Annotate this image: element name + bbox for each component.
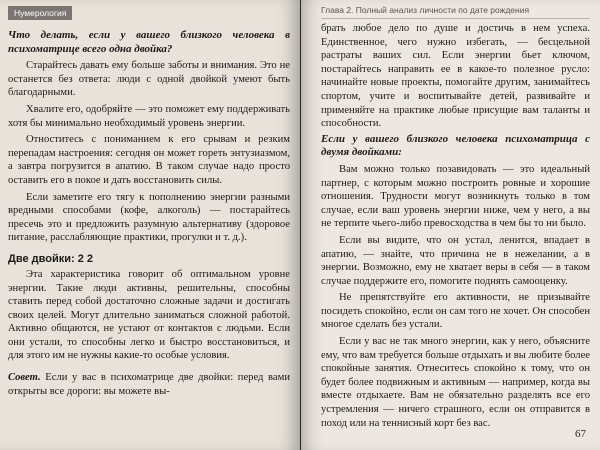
paragraph: Если у вас не так много энергии, как у него, объясните ему, что вам требуется больше отдыхать и вы любите более спокойные занятия. Отнеситесь спокойно к тому, что он будет более подвижным и активным — например, когда вы вместе отдыхаете. Вам не обязательно разделять все его устремления — ничего страшного, если он отправится в поход или на теннисный корт без вас.: [321, 336, 590, 429]
question-heading-one-two: Что делать, если у вашего близкого человека в психоматрице всего одна двойка?: [8, 29, 290, 55]
paragraph: брать любое дело по душе и достичь в нем успеха. Единственное, чего нужно избегать, — бесцельной растраты ваших сил. Если энергии бьет ключом, постарайтесь направить ее в какое-то полезное русло: начинайте новые проекты, помогайте другим, занимайтесь спортом, учите и воспитывайте детей, развивайте и применяйте на практике любые присущие вам таланты и способности.: [321, 23, 590, 130]
running-head-left: Нумерология: [8, 6, 72, 20]
page-number: 67: [575, 428, 586, 440]
paragraph: Не препятствуйте его активности, не призывайте посидеть спокойно, если он сам того не хочет. Он способен многое сделать без устали.: [321, 292, 590, 331]
right-page: [301, 0, 600, 450]
advice-paragraph: [8, 371, 290, 398]
paragraph: Если вы видите, что он устал, ленится, впадает в апатию, — знайте, что причина не в нежелании, а в энергии. Возможно, ему не хватает веры в себя — в таком случае поддержите его, помогите поднять самооценку.: [321, 234, 590, 287]
paragraph: Если заметите его тягу к пополнению энергии разными вредными способами (кофе, алкоголь) — постарайтесь пресечь это и предложить разумную альтернативу (здоровое питание, расслабляющие практики, прогулки и т. д.).: [8, 191, 290, 244]
paragraph: Старайтесь давать ему больше заботы и внимания. Это не останется без ответа: люди с одной двойкой умеют быть благодарными.: [8, 60, 290, 99]
question-heading-two-twos: Если у вашего близкого человека психоматрица с двумя двойками:: [321, 132, 590, 159]
paragraph: Хвалите его, одобряйте — это поможет ему поддерживать хотя бы минимально необходимый уровень энергии.: [8, 103, 290, 129]
paragraph: Отноститесь с пониманием к его срывам и резким перепадам настроения: сегодня он может гореть энтузиазмом, а завтра погрузится в апатию. В таком случае надо просто оставить его в покое и дать восстановить силы.: [8, 134, 290, 186]
advice-text: Если у вас в психоматрице две двойки: перед вами открыты все дороги: вы можете вы-: [8, 372, 290, 397]
running-head-right: Глава 2. Полный анализ личности по дате рождения: [321, 3, 590, 19]
paragraph: Эта характеристика говорит об оптимальном уровне энергии. Такие люди активны, решительны, способны ставить перед собой достаточно сложные задачи и достигать своих целей. Могут длительно заниматься сложной работой. Активно общаются, не устают от контактов с людьми. Если они устали, то способны легко и быстро восстановиться, и для этого им не нужны какие-то особые условия.: [8, 268, 290, 362]
advice-label: Совет.: [8, 372, 41, 384]
paragraph: Вам можно только позавидовать — это идеальный партнер, с которым можно построить ровные и хорошие отношения. Трудности могут возникнуть только в том случае, если ваш уровень энергии ниже, чем у него, а вы не терпите чьего-либо превосходства в чем бы то ни было.: [321, 163, 590, 230]
section-heading-two-twos: Две двойки: 2 2: [8, 252, 93, 265]
